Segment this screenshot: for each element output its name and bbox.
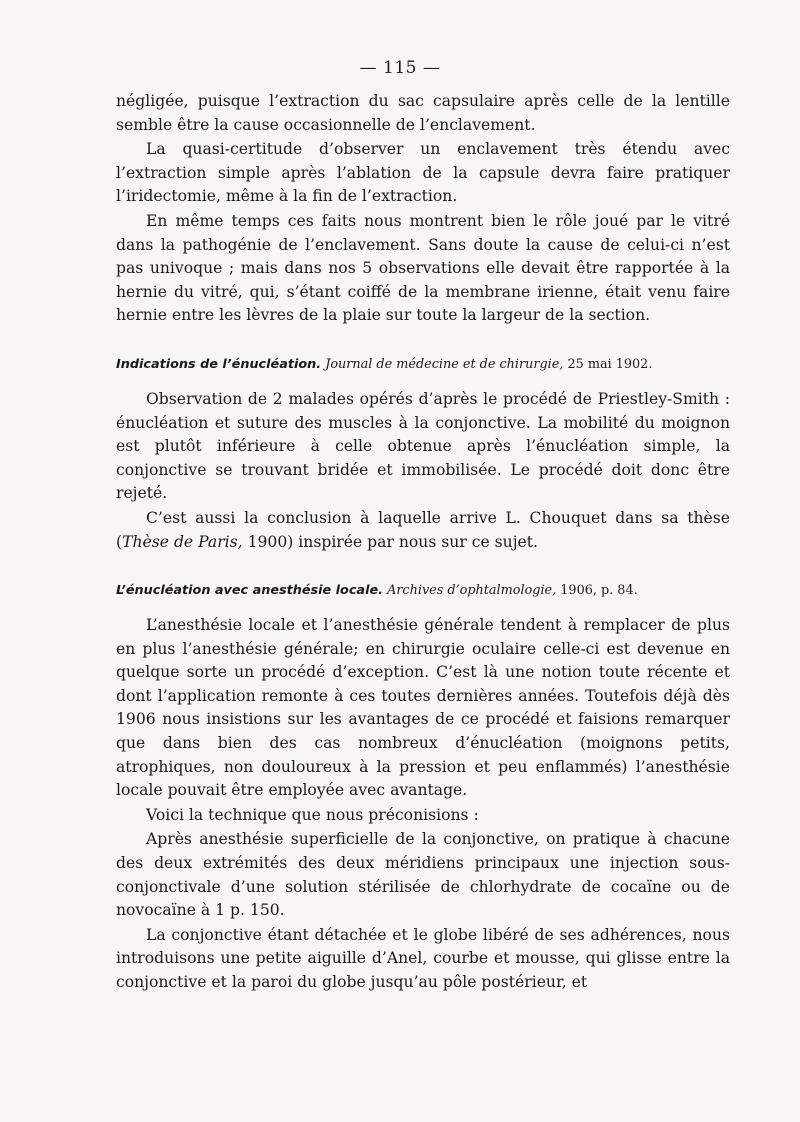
page-body <box>116 90 730 995</box>
journal-name: Archives d’ophtalmologie, <box>387 583 557 599</box>
publication-date: 1906, p. 84. <box>560 583 638 599</box>
paragraph-continuation: négligée, puisque l’extraction du sac capsulaire après celle de la lentille semble être la cause occasionnelle de l’enclavement. <box>116 92 730 134</box>
paragraph-vitre: En même temps ces faits nous montrent bien le rôle joué par le vitré dans la pathogénie de l’enclavement. Sans doute la cause de celui-ci n’est pas univoque ; mais dans nos 5 observations elle devait être rapportée à la hernie du vitré, qui, s’étant coiffé de la membrane irienne, était venu faire hernie entre les lèvres de la plaie sur toute la largeur de la section. <box>116 211 730 325</box>
paragraph-iridectomie: La quasi-certitude d’observer un enclavement très étendu avec l’extraction simple après l’ablation de la capsule devra faire pratiquer l’iridectomie, même à la fin de l’extraction. <box>116 140 730 206</box>
publication-date: 25 mai 1902. <box>567 356 653 372</box>
thesis-citation: Thèse de Paris, <box>122 532 243 551</box>
section-heading-anesthesie <box>116 582 730 600</box>
paragraph-anesthesie: L’anesthésie locale et l’anesthésie générale tendent à remplacer de plus en plus l’anesthésie générale; en chirurgie oculaire celle-ci est devenue en quelque sorte un procédé d’exception. C’est là une notion toute récente et dont l’application remonte à ces toutes dernières années. Toutefois déjà dès 1906 nous insistions sur les avantages de ce procédé et faisions remarquer que dans bien des cas nombreux d’énucléation (moignons petits, atrophiques, non douloureux à la pression et peu enflammés) l’anesthésie locale pouvait être employée avec avantage. <box>116 616 730 800</box>
paragraph-aiguille: La conjonctive étant détachée et le globe libéré de ses adhérences, nous introduisons une petite aiguille d’Anel, courbe et mousse, qui glisse entre la conjonctive et la paroi du globe jusqu’au pôle postérieur, et <box>116 925 730 991</box>
paragraph-injection: Après anesthésie superficielle de la conjonctive, on pratique à chacune des deux extrémités des deux méridiens principaux une injection sous-conjonctivale d’une solution stérilisée de chlorhydrate de cocaïne ou de novocaïne à 1 p. 150. <box>116 830 730 920</box>
journal-name: Journal de médecine et de chirurgie, <box>325 356 564 372</box>
section-title: L’énucléation avec anesthésie locale. <box>116 583 383 599</box>
section-title: Indications de l’énucléation. <box>116 356 322 372</box>
paragraph-technique-intro: Voici la technique que nous préconisions : <box>146 805 479 824</box>
section-heading-enucleation <box>116 356 730 374</box>
page-number: — 115 — <box>359 58 441 78</box>
paragraph-observation: Observation de 2 malades opérés d’après le procédé de Priestley-Smith : énucléation et suture des muscles à la conjonctive. La mobilité du moignon est plutôt inférieure à celle obtenue après l’énucléation simple, la conjonctive se trouvant bridée et immobilisée. Le procédé doit donc être rejeté. <box>116 389 730 503</box>
paragraph-conclusion: C’est aussi la conclusion à laquelle arrive L. Chouquet dans sa thèse (Thèse de Paris, 1900) inspirée par nous sur ce sujet. <box>116 508 730 551</box>
